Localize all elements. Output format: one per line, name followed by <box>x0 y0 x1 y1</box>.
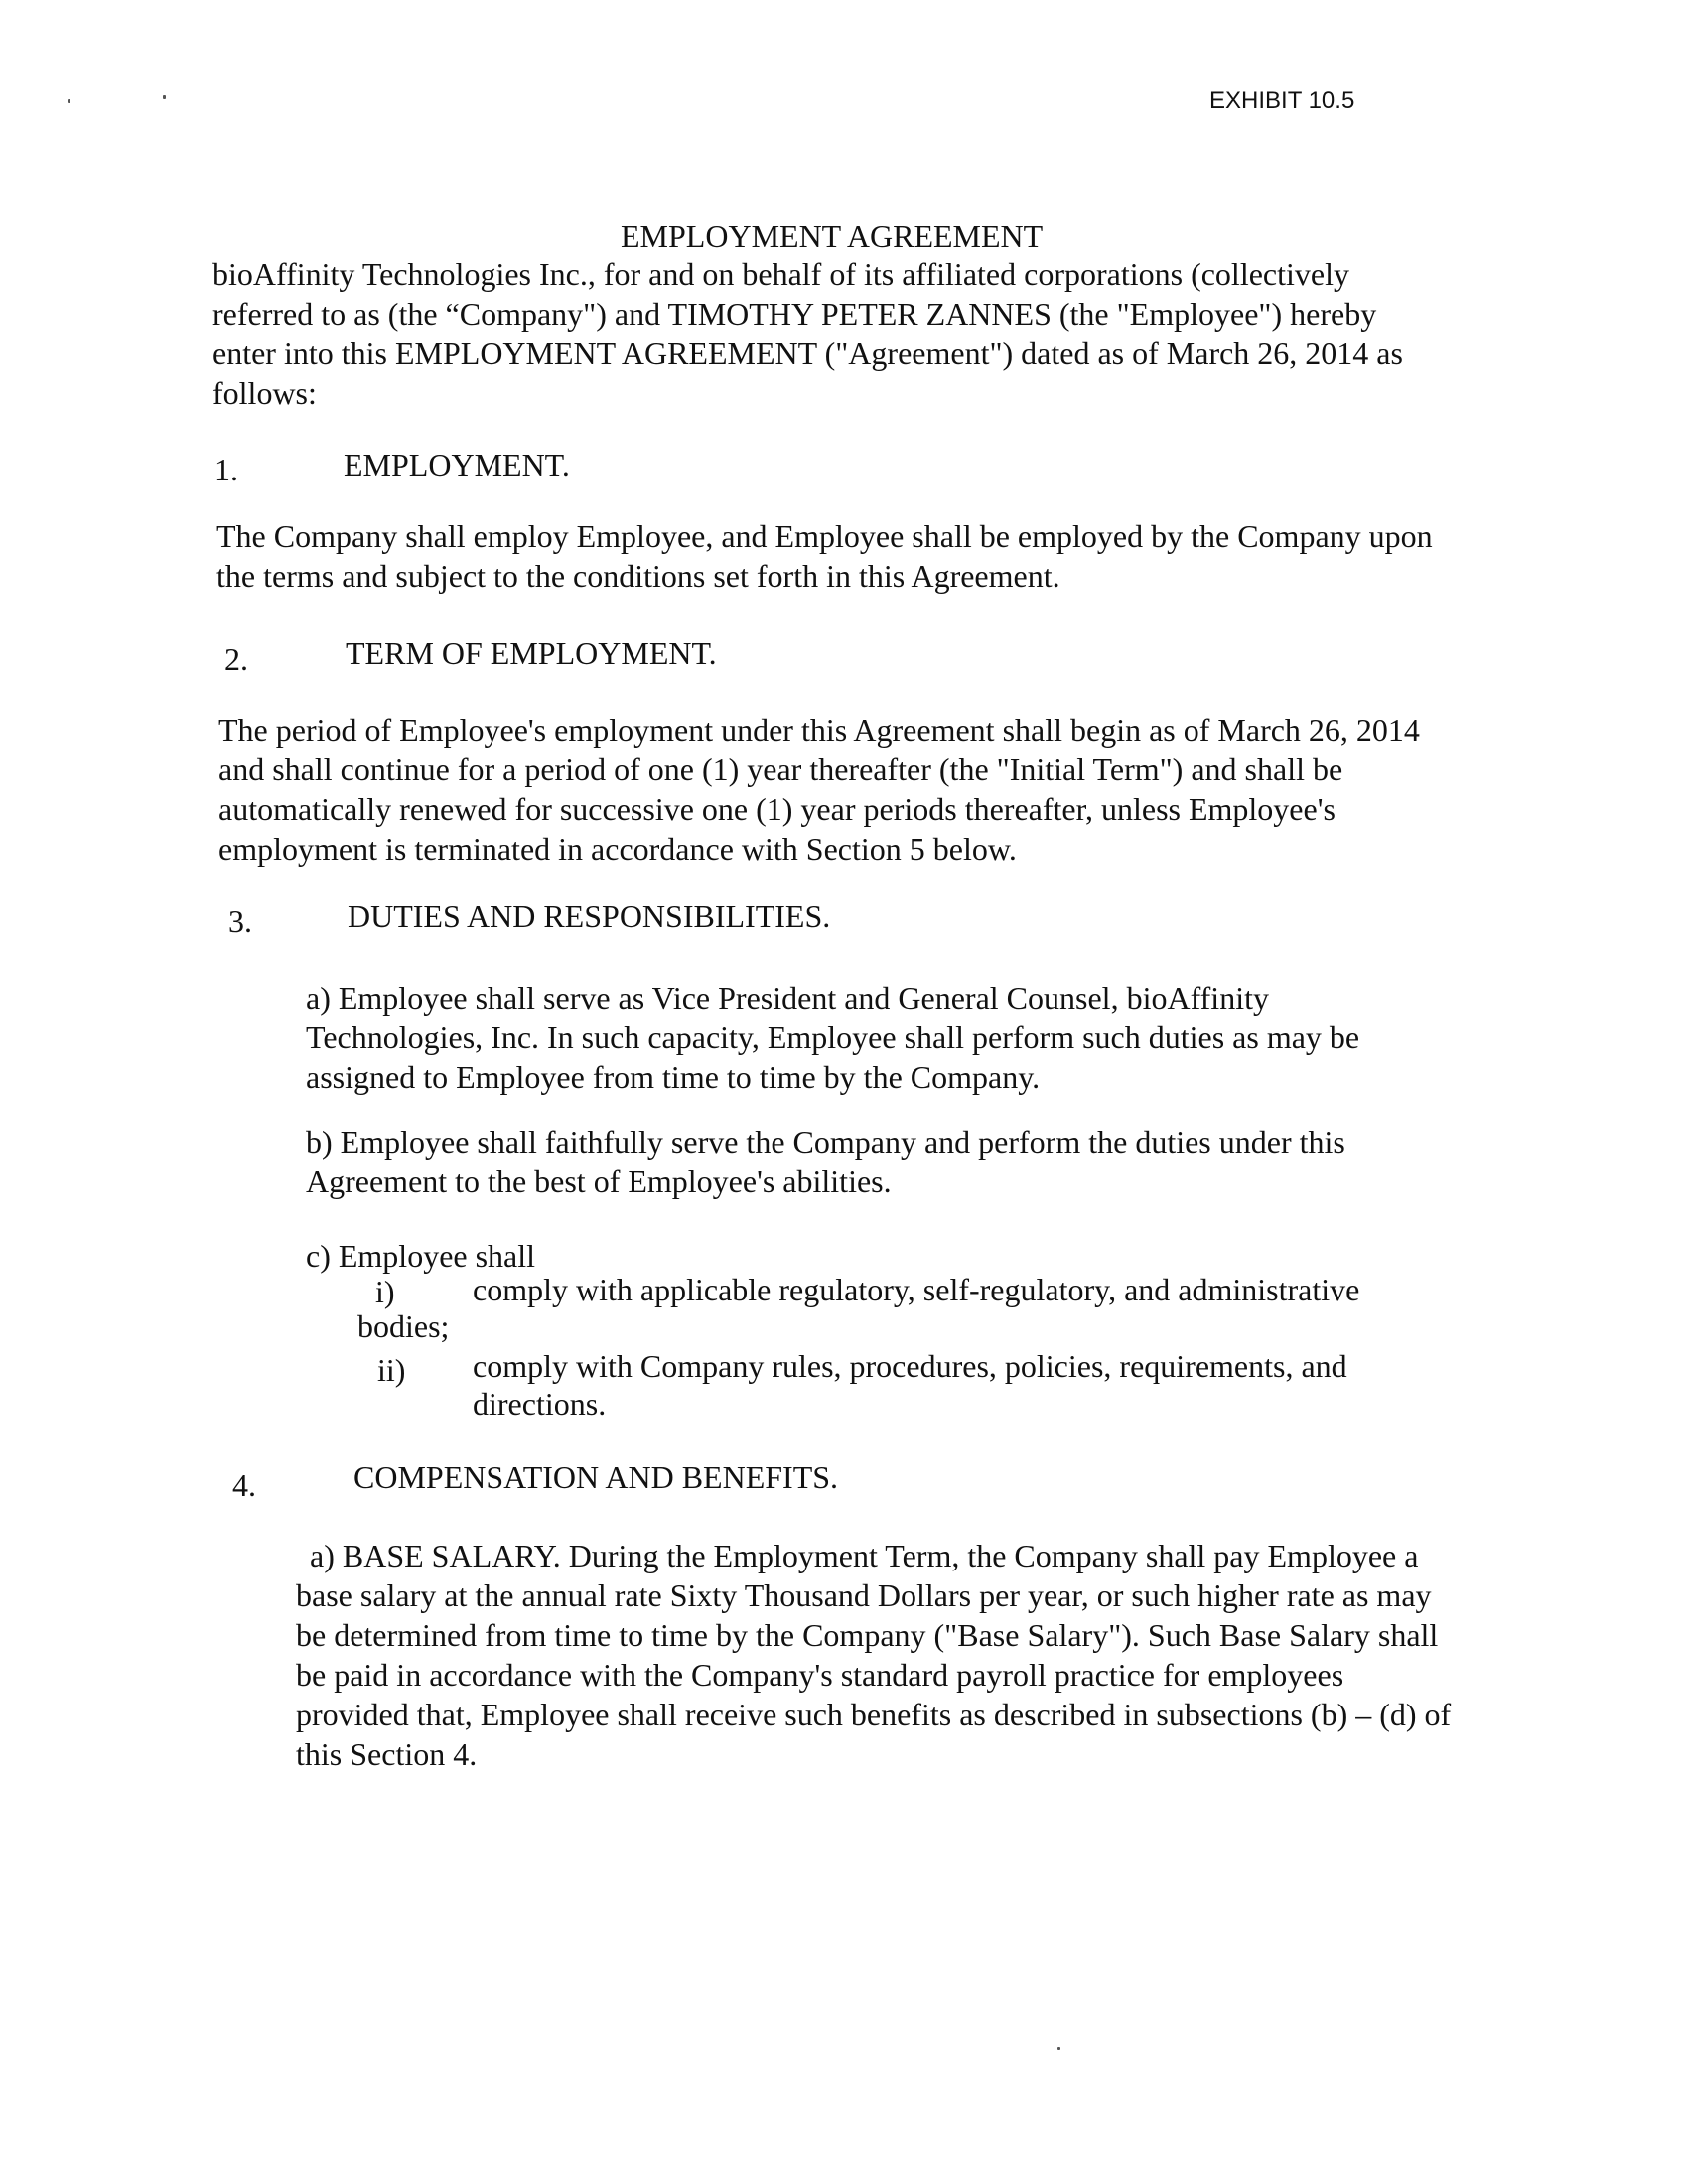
body-line: The Company shall employ Employee, and Employee shall be employed by the Company upon <box>216 518 1433 554</box>
body-line: b) Employee shall faithfully serve the Company and perform the duties under this <box>306 1124 1345 1160</box>
section-3-subsection-a <box>306 978 1359 1097</box>
item-ii-continuation: directions. <box>473 1386 607 1422</box>
body-line: employment is terminated in accordance with Section 5 below. <box>218 831 1017 867</box>
section-4-subsection-a <box>296 1536 1451 1774</box>
body-line: and shall continue for a period of one (1) year thereafter (the "Initial Term") and shall be <box>218 751 1343 787</box>
section-1-number: 1. <box>214 452 238 487</box>
item-i-continuation: bodies; <box>357 1308 450 1344</box>
section-3-subsection-c <box>306 1236 535 1276</box>
intro-line: enter into this EMPLOYMENT AGREEMENT ("Agreement") dated as of March 26, 2014 as <box>212 336 1403 371</box>
body-line: be paid in accordance with the Company's standard payroll practice for employees <box>296 1657 1344 1693</box>
item-i-marker: i) <box>375 1274 395 1309</box>
body-line: The period of Employee's employment under this Agreement shall begin as of March 26, 2014 <box>218 712 1420 748</box>
body-line: the terms and subject to the conditions set forth in this Agreement. <box>216 558 1060 594</box>
section-4-number: 4. <box>232 1467 256 1503</box>
section-2-body <box>218 710 1420 869</box>
section-3-number: 3. <box>228 903 252 939</box>
section-4-heading: COMPENSATION AND BENEFITS. <box>353 1459 839 1495</box>
body-line: Technologies, Inc. In such capacity, Employee shall perform such duties as may be <box>306 1020 1360 1055</box>
section-3-heading: DUTIES AND RESPONSIBILITIES. <box>348 898 831 934</box>
intro-line: follows: <box>212 375 317 411</box>
body-line: a) BASE SALARY. During the Employment Term, the Company shall pay Employee a <box>310 1538 1419 1573</box>
intro-line: bioAffinity Technologies Inc., for and on behalf of its affiliated corporations (collectively <box>212 256 1349 292</box>
scan-artifact <box>68 99 70 103</box>
section-3-subsection-b <box>306 1122 1345 1201</box>
body-line: c) Employee shall <box>306 1238 536 1274</box>
item-ii-marker: ii) <box>377 1352 406 1388</box>
section-2-number: 2. <box>224 641 248 677</box>
body-line: this Section 4. <box>296 1736 478 1772</box>
body-line: Agreement to the best of Employee's abilities. <box>306 1163 892 1199</box>
body-line: a) Employee shall serve as Vice President and General Counsel, bioAffinity <box>306 980 1269 1016</box>
section-2-heading: TERM OF EMPLOYMENT. <box>346 635 717 671</box>
body-line: be determined from time to time by the Company ("Base Salary"). Such Base Salary shall <box>296 1617 1439 1653</box>
scan-artifact <box>1057 2047 1060 2050</box>
intro-paragraph <box>212 254 1403 413</box>
body-line: base salary at the annual rate Sixty Thousand Dollars per year, or such higher rate as may <box>296 1577 1432 1613</box>
body-line: provided that, Employee shall receive such benefits as described in subsections (b) – (d) of <box>296 1697 1452 1732</box>
exhibit-label: EXHIBIT 10.5 <box>1209 87 1355 114</box>
section-1-heading: EMPLOYMENT. <box>344 447 570 482</box>
section-1-body <box>216 516 1433 596</box>
item-i-text: comply with applicable regulatory, self-regulatory, and administrative <box>473 1272 1360 1307</box>
document-title: EMPLOYMENT AGREEMENT <box>621 218 1044 254</box>
body-line: assigned to Employee from time to time by the Company. <box>306 1059 1041 1095</box>
item-ii-text: comply with Company rules, procedures, policies, requirements, and <box>473 1348 1347 1384</box>
intro-line: referred to as (the “Company") and TIMOTHY PETER ZANNES (the "Employee") hereby <box>212 296 1377 332</box>
body-line: automatically renewed for successive one (1) year periods thereafter, unless Employee's <box>218 791 1336 827</box>
scan-artifact <box>163 95 166 99</box>
